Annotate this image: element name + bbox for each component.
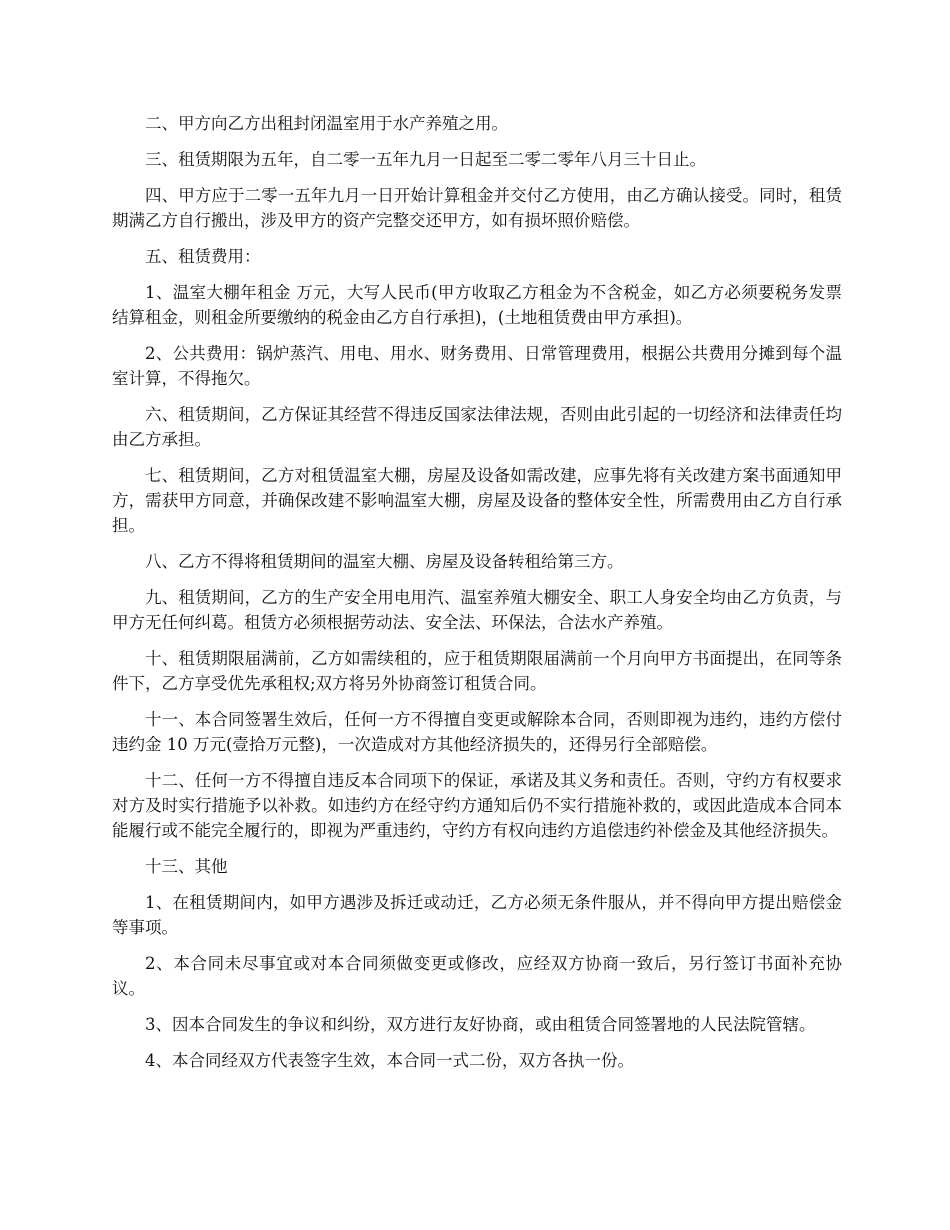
paragraph-clause-12: 十二、任何一方不得擅自违反本合同项下的保证，承诺及其义务和责任。否则，守约方有权要求对方及时实行措施予以补救。如违约方在经守约方通知后仍不实行措施补救的，或因此造成本合同本能履行或不能完全履行的，即视为严重违约，守约方有权向违约方追偿违约补偿金及其他经济损失。 [112,771,842,840]
paragraph-clause-7: 七、租赁期间，乙方对租赁温室大棚，房屋及设备如需改建，应事先将有关改建方案书面通知甲方，需获甲方同意，并确保改建不影响温室大棚，房屋及设备的整体安全性，所需费用由乙方自行承担。 [112,466,842,535]
contract-body [112,111,842,1084]
paragraph-clause-5-item-2: 2、公共费用：锅炉蒸汽、用电、用水、财务费用、日常管理费用，根据公共费用分摊到每个温室计算，不得拖欠。 [112,344,842,388]
paragraph-clause-13-heading: 十三、其他 [145,857,228,876]
paragraph-clause-8: 八、乙方不得将租赁期间的温室大棚、房屋及设备转租给第三方。 [145,552,624,571]
paragraph-clause-4: 四、甲方应于二零一五年九月一日开始计算租金并交付乙方使用，由乙方确认接受。同时，租赁期满乙方自行搬出，涉及甲方的资产完整交还甲方，如有损坏照价赔偿。 [112,186,842,230]
paragraph-clause-2: 二、甲方向乙方出租封闭温室用于水产养殖之用。 [145,114,508,133]
paragraph-clause-13-item-4: 4、本合同经双方代表签字生效，本合同一式二份，双方各执一份。 [145,1051,634,1070]
paragraph-clause-10: 十、租赁期限届满前，乙方如需续租的，应于租赁期限届满前一个月向甲方书面提出，在同等条件下，乙方享受优先承租权;双方将另外协商签订租赁合同。 [112,649,842,693]
paragraph-clause-5-item-1: 1、温室大棚年租金 万元，大写人民币(甲方收取乙方租金为不含税金，如乙方必须要税务发票结算租金，则租金所要缴纳的税金由乙方自行承担)，(土地租赁费由甲方承担)。 [112,283,842,327]
paragraph-clause-9: 九、租赁期间，乙方的生产安全用电用汽、温室养殖大棚安全、职工人身安全均由乙方负责，与甲方无任何纠葛。租赁方必须根据劳动法、安全法、环保法，合法水产养殖。 [112,588,842,632]
paragraph-clause-13-item-1: 1、在租赁期间内，如甲方遇涉及拆迁或动迁，乙方必须无条件服从，并不得向甲方提出赔偿金等事项。 [112,893,842,937]
paragraph-clause-3: 三、租赁期限为五年，自二零一五年九月一日起至二零二零年八月三十日止。 [145,150,706,169]
paragraph-clause-6: 六、租赁期间，乙方保证其经营不得违反国家法律法规，否则由此引起的一切经济和法律责任均由乙方承担。 [112,405,842,449]
paragraph-clause-11: 十一、本合同签署生效后，任何一方不得擅自变更或解除本合同，否则即视为违约，违约方偿付违约金 10 万元(壹拾万元整)，一次造成对方其他经济损失的，还得另行全部赔偿。 [112,710,842,754]
paragraph-clause-13-item-2: 2、本合同未尽事宜或对本合同须做变更或修改，应经双方协商一致后，另行签订书面补充协议。 [112,954,842,998]
paragraph-clause-5-heading: 五、租赁费用： [145,247,261,266]
paragraph-clause-13-item-3: 3、因本合同发生的争议和纠纷，双方进行友好协商，或由租赁合同签署地的人民法院管辖。 [145,1015,816,1034]
